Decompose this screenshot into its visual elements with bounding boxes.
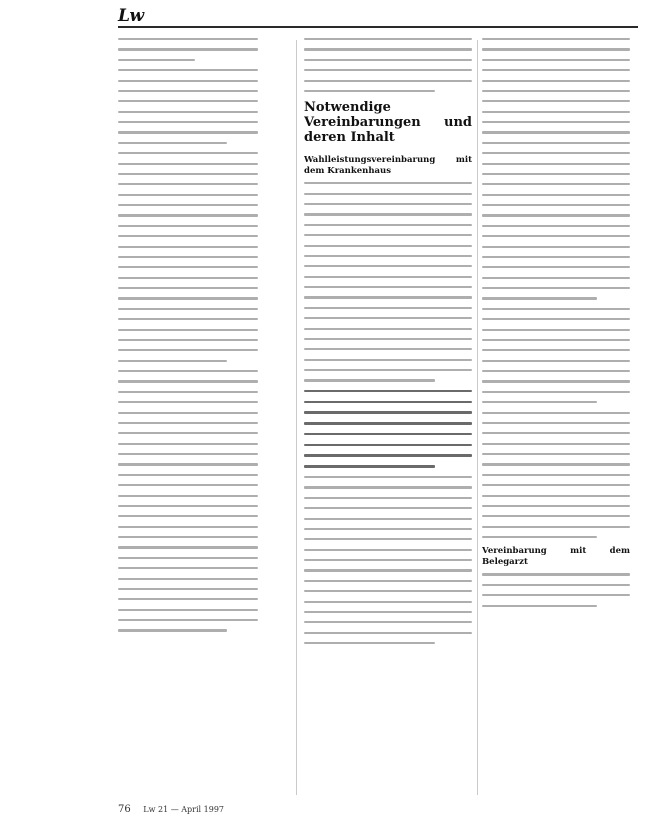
text-line-placeholder xyxy=(118,183,258,185)
text-line-placeholder xyxy=(118,474,258,476)
publication-logo: Lw xyxy=(118,6,144,26)
text-line-placeholder xyxy=(482,69,630,71)
text-line-placeholder xyxy=(482,432,630,434)
text-line-placeholder xyxy=(118,38,258,40)
paragraph-3 xyxy=(482,412,630,539)
text-line-placeholder xyxy=(304,38,472,40)
text-line-placeholder xyxy=(304,507,472,509)
text-line-placeholder xyxy=(482,48,630,50)
text-line-placeholder xyxy=(304,538,472,540)
text-line-placeholder xyxy=(304,286,472,288)
text-line-placeholder xyxy=(304,317,472,319)
text-line-placeholder xyxy=(118,505,258,507)
text-line-placeholder xyxy=(118,69,258,71)
bold-paragraph xyxy=(304,390,472,468)
paragraph-1 xyxy=(118,38,258,61)
text-line-placeholder xyxy=(118,318,258,320)
text-line-placeholder xyxy=(304,69,472,71)
text-line-placeholder xyxy=(304,454,472,457)
text-line-placeholder xyxy=(304,590,472,592)
text-line-placeholder xyxy=(118,297,258,299)
text-line-placeholder xyxy=(482,194,630,196)
subheading-belegarzt: Vereinbarung mit dem Belegarzt xyxy=(482,546,630,567)
text-line-placeholder xyxy=(482,80,630,82)
text-line-placeholder xyxy=(304,348,472,350)
paragraph-2 xyxy=(118,69,258,144)
text-line-placeholder xyxy=(118,422,258,424)
text-line-placeholder xyxy=(118,173,258,175)
text-line-placeholder xyxy=(118,443,258,445)
text-line-placeholder xyxy=(118,391,258,393)
text-line-placeholder xyxy=(118,256,258,258)
text-line-placeholder xyxy=(304,580,472,582)
text-line-placeholder xyxy=(118,380,258,382)
text-line-placeholder xyxy=(482,173,630,175)
paragraph-1 xyxy=(482,38,630,300)
text-line-placeholder xyxy=(482,225,630,227)
text-line-placeholder xyxy=(118,204,258,206)
text-line-placeholder xyxy=(482,131,630,133)
text-line-placeholder xyxy=(304,390,472,393)
paragraph-mid-1 xyxy=(304,182,472,381)
page-footer xyxy=(118,804,224,815)
text-line-placeholder xyxy=(304,182,472,184)
text-line-placeholder xyxy=(304,296,472,298)
text-line-placeholder xyxy=(482,142,630,144)
text-line-placeholder xyxy=(304,401,472,404)
text-line-placeholder xyxy=(304,433,472,436)
text-line-placeholder xyxy=(304,369,472,371)
text-line-placeholder xyxy=(482,453,630,455)
text-line-placeholder xyxy=(482,605,597,607)
paragraph-top-1 xyxy=(304,38,472,92)
text-line-placeholder xyxy=(482,443,630,445)
text-line-placeholder xyxy=(482,463,630,465)
text-line-placeholder xyxy=(482,484,630,486)
text-line-placeholder xyxy=(482,594,630,596)
text-line-placeholder xyxy=(304,338,472,340)
text-line-placeholder xyxy=(118,588,258,590)
text-line-placeholder xyxy=(118,225,258,227)
text-line-placeholder xyxy=(304,642,435,644)
text-line-placeholder xyxy=(304,265,472,267)
text-line-placeholder xyxy=(118,598,258,600)
text-line-placeholder xyxy=(482,38,630,40)
text-line-placeholder xyxy=(482,370,630,372)
text-line-placeholder xyxy=(118,546,258,548)
text-line-placeholder xyxy=(304,80,472,82)
text-line-placeholder xyxy=(304,497,472,499)
text-line-placeholder xyxy=(118,59,195,61)
text-line-placeholder xyxy=(304,444,472,447)
text-line-placeholder xyxy=(304,528,472,530)
text-line-placeholder xyxy=(304,549,472,551)
gutter-rule-1 xyxy=(296,40,297,795)
text-line-placeholder xyxy=(482,573,630,575)
text-line-placeholder xyxy=(304,90,435,92)
text-line-placeholder xyxy=(482,349,630,351)
text-line-placeholder xyxy=(482,183,630,185)
text-line-placeholder xyxy=(304,476,472,478)
text-line-placeholder xyxy=(118,453,258,455)
text-line-placeholder xyxy=(482,401,597,403)
text-line-placeholder xyxy=(482,495,630,497)
text-line-placeholder xyxy=(118,495,258,497)
paragraph-3 xyxy=(118,152,258,362)
text-line-placeholder xyxy=(304,518,472,520)
text-line-placeholder xyxy=(118,629,227,631)
text-line-placeholder xyxy=(118,339,258,341)
text-line-placeholder xyxy=(304,632,472,634)
section-heading: Notwendige Vereinbarungen und deren Inhalt xyxy=(304,100,472,146)
text-line-placeholder xyxy=(304,328,472,330)
text-line-placeholder xyxy=(118,163,258,165)
text-line-placeholder xyxy=(304,411,472,414)
text-line-placeholder xyxy=(118,48,258,50)
text-line-placeholder xyxy=(304,307,472,309)
text-line-placeholder xyxy=(304,569,472,571)
text-line-placeholder xyxy=(118,349,258,351)
column-2 xyxy=(304,38,472,794)
text-line-placeholder xyxy=(118,214,258,216)
text-line-placeholder xyxy=(482,318,630,320)
text-line-placeholder xyxy=(482,380,630,382)
text-line-placeholder xyxy=(482,100,630,102)
subheading: Wahlleistungsvereinbarung mit dem Krankenhaus xyxy=(304,155,472,176)
paragraph-4 xyxy=(118,370,258,632)
text-line-placeholder xyxy=(482,515,630,517)
text-line-placeholder xyxy=(118,277,258,279)
text-line-placeholder xyxy=(118,100,258,102)
text-line-placeholder xyxy=(118,308,258,310)
text-line-placeholder xyxy=(118,557,258,559)
text-line-placeholder xyxy=(118,412,258,414)
text-line-placeholder xyxy=(304,234,472,236)
text-line-placeholder xyxy=(304,611,472,613)
text-line-placeholder xyxy=(118,432,258,434)
gutter-rule-2 xyxy=(477,40,478,795)
text-line-placeholder xyxy=(482,339,630,341)
text-line-placeholder xyxy=(304,255,472,257)
text-line-placeholder xyxy=(118,152,258,154)
text-line-placeholder xyxy=(118,111,258,113)
text-line-placeholder xyxy=(118,142,227,144)
text-line-placeholder xyxy=(304,276,472,278)
text-line-placeholder xyxy=(118,329,258,331)
text-line-placeholder xyxy=(118,266,258,268)
text-line-placeholder xyxy=(482,204,630,206)
column-3 xyxy=(482,38,630,794)
text-line-placeholder xyxy=(482,412,630,414)
text-line-placeholder xyxy=(482,474,630,476)
text-line-placeholder xyxy=(118,515,258,517)
text-line-placeholder xyxy=(482,422,630,424)
page-number: 76 xyxy=(118,804,131,815)
text-line-placeholder xyxy=(304,48,472,50)
text-line-placeholder xyxy=(118,360,227,362)
text-line-placeholder xyxy=(304,486,472,488)
text-line-placeholder xyxy=(304,379,435,381)
text-line-placeholder xyxy=(118,567,258,569)
text-line-placeholder xyxy=(482,235,630,237)
text-line-placeholder xyxy=(482,308,630,310)
text-line-placeholder xyxy=(482,391,630,393)
text-line-placeholder xyxy=(118,194,258,196)
text-line-placeholder xyxy=(118,536,258,538)
text-line-placeholder xyxy=(304,559,472,561)
text-line-placeholder xyxy=(118,609,258,611)
text-line-placeholder xyxy=(482,287,630,289)
text-line-placeholder xyxy=(482,329,630,331)
text-line-placeholder xyxy=(118,246,258,248)
text-line-placeholder xyxy=(482,214,630,216)
text-line-placeholder xyxy=(482,111,630,113)
text-line-placeholder xyxy=(482,246,630,248)
text-line-placeholder xyxy=(482,163,630,165)
paragraph-tail-1 xyxy=(482,573,630,606)
text-line-placeholder xyxy=(482,505,630,507)
text-line-placeholder xyxy=(482,536,597,538)
text-line-placeholder xyxy=(482,297,597,299)
text-line-placeholder xyxy=(118,121,258,123)
text-line-placeholder xyxy=(118,526,258,528)
text-line-placeholder xyxy=(482,121,630,123)
paragraph-2 xyxy=(482,308,630,404)
text-line-placeholder xyxy=(118,463,258,465)
text-line-placeholder xyxy=(118,235,258,237)
text-line-placeholder xyxy=(118,90,258,92)
issue-label: Lw 21 — April 1997 xyxy=(143,805,224,814)
text-line-placeholder xyxy=(304,621,472,623)
paragraph-tail-1 xyxy=(304,476,472,644)
column-1 xyxy=(118,38,258,794)
text-line-placeholder xyxy=(482,90,630,92)
text-line-placeholder xyxy=(482,584,630,586)
text-line-placeholder xyxy=(482,59,630,61)
text-line-placeholder xyxy=(482,266,630,268)
text-line-placeholder xyxy=(304,213,472,215)
text-line-placeholder xyxy=(118,401,258,403)
text-line-placeholder xyxy=(118,484,258,486)
text-line-placeholder xyxy=(482,360,630,362)
text-line-placeholder xyxy=(482,277,630,279)
text-line-placeholder xyxy=(118,80,258,82)
text-line-placeholder xyxy=(304,193,472,195)
text-line-placeholder xyxy=(118,287,258,289)
text-line-placeholder xyxy=(304,601,472,603)
text-line-placeholder xyxy=(482,526,630,528)
top-rule xyxy=(118,26,638,28)
text-line-placeholder xyxy=(118,619,258,621)
text-line-placeholder xyxy=(304,203,472,205)
text-line-placeholder xyxy=(482,152,630,154)
text-line-placeholder xyxy=(482,256,630,258)
text-line-placeholder xyxy=(304,465,435,468)
text-line-placeholder xyxy=(304,59,472,61)
text-line-placeholder xyxy=(304,359,472,361)
text-line-placeholder xyxy=(118,578,258,580)
text-line-placeholder xyxy=(304,224,472,226)
text-line-placeholder xyxy=(304,422,472,425)
text-line-placeholder xyxy=(118,131,258,133)
text-line-placeholder xyxy=(304,245,472,247)
text-line-placeholder xyxy=(118,370,258,372)
